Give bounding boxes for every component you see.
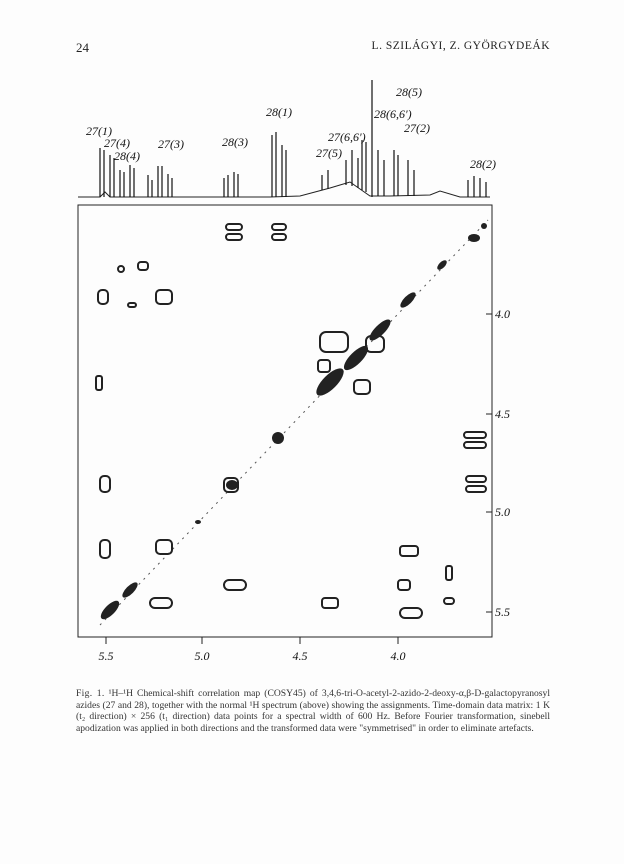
y-tick-5-5: 5.5	[495, 605, 510, 619]
caption-label: Fig. 1.	[76, 688, 105, 699]
page-number: 24	[76, 40, 89, 55]
spectrum-baseline	[78, 182, 490, 197]
label-27-1: 27(1)	[86, 124, 112, 138]
label-28-66: 28(6,6')	[374, 107, 412, 121]
label-27-2: 27(2)	[404, 121, 430, 135]
label-28-5: 28(5)	[396, 85, 422, 99]
axis-ticks	[106, 314, 492, 644]
label-28-1: 28(1)	[266, 105, 292, 119]
label-27-4: 27(4)	[104, 136, 130, 150]
x-tick-4-5: 4.5	[292, 649, 308, 663]
x-tick-labels	[99, 649, 406, 663]
y-tick-5-0: 5.0	[495, 505, 510, 519]
y-tick-labels	[495, 307, 510, 619]
y-tick-4-0: 4.0	[495, 307, 510, 321]
label-28-2: 28(2)	[470, 157, 496, 171]
diagonal-peaks	[98, 223, 487, 622]
running-header-authors: L. SZILÁGYI, Z. GYÖRGYDEÁK	[371, 40, 550, 52]
cross-peaks	[96, 224, 486, 618]
x-tick-5-5: 5.5	[98, 649, 114, 663]
label-27-66: 27(6,6')	[328, 130, 366, 144]
y-tick-4-5: 4.5	[495, 407, 510, 421]
label-28-3: 28(3)	[222, 135, 248, 149]
diagonal	[100, 220, 488, 625]
label-27-3: 27(3)	[158, 137, 184, 151]
x-tick-5-0: 5.0	[194, 649, 210, 663]
x-tick-4-0: 4.0	[390, 649, 406, 663]
spectrum-assignments	[86, 85, 496, 171]
label-28-4: 28(4)	[114, 149, 140, 163]
caption-text: ¹H–¹H Chemical-shift correlation map (COSY45) of 3,4,6-tri-O-acetyl-2-azido-2-deoxy-α,β-D-galactopyranosyl azides (27 and 28), together with the normal ¹H spectrum (above) showing the assignments. Time-domain data matrix: 1 K (t₂ direction) × 256 (t₁ direction) data points for a spectral width of 600 Hz. Before Fourier transformation, sinebell apodization was applied in both directions and the transformed data were "symmetrised" in order to eliminate artefacts.	[76, 688, 550, 734]
figure-caption	[76, 688, 550, 734]
label-27-5: 27(5)	[316, 146, 342, 160]
